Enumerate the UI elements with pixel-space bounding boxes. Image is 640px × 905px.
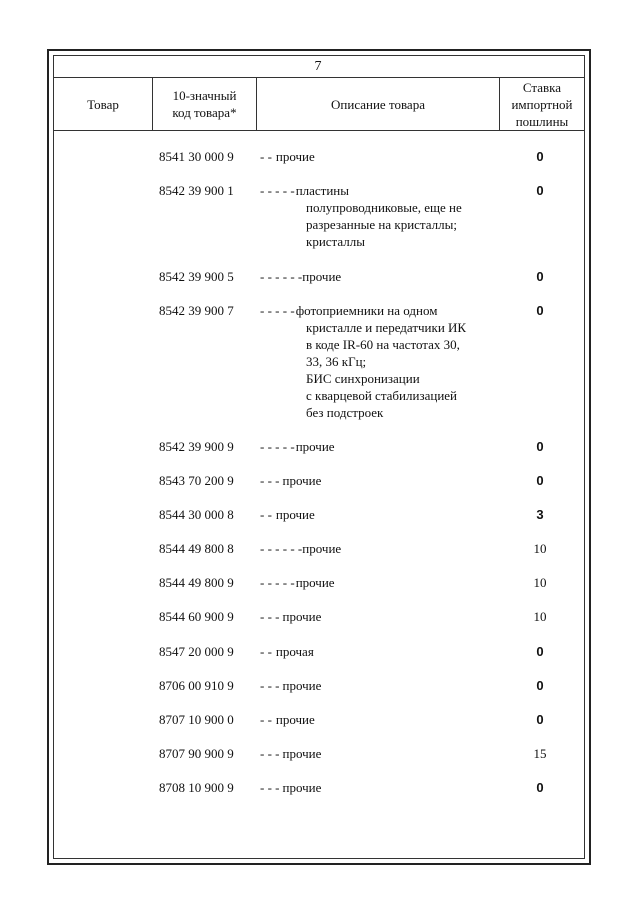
header-rate-line2: импортной — [511, 97, 573, 112]
header-rate-line1: Ставка — [522, 80, 562, 95]
import-duty-rate: 10 — [533, 575, 547, 590]
product-description-line: 33, 36 кГц; — [306, 354, 367, 369]
product-code: 8542 39 900 1 — [159, 183, 234, 198]
import-duty-rate: 10 — [533, 541, 547, 556]
hierarchy-dashes: - - - - - — [260, 575, 295, 590]
product-description-line: кристаллы — [306, 234, 365, 249]
hierarchy-dashes: - - - — [260, 609, 280, 624]
product-description-line: разрезанные на кристаллы; — [306, 217, 457, 232]
product-code: 8707 10 900 0 — [159, 712, 234, 727]
header-description: Описание товара — [331, 97, 425, 112]
hierarchy-dashes: - - - - - - — [260, 541, 303, 556]
product-description-line: прочие — [282, 746, 322, 761]
hierarchy-dashes: - - — [260, 644, 272, 659]
product-description-line: с кварцевой стабилизацией — [306, 388, 457, 403]
hierarchy-dashes: - - — [260, 712, 272, 727]
product-description-line: пластины — [295, 183, 350, 198]
product-code: 8544 60 900 9 — [159, 609, 234, 624]
product-description-line: БИС синхронизации — [306, 371, 420, 386]
product-description-line: прочие — [295, 439, 335, 454]
product-description-line: прочие — [282, 678, 322, 693]
hierarchy-dashes: - - - - - — [260, 303, 295, 318]
product-description-line: прочие — [302, 541, 342, 556]
product-code: 8542 39 900 7 — [159, 303, 234, 318]
product-description-line: прочие — [302, 269, 342, 284]
import-duty-rate: 3 — [536, 507, 544, 522]
product-description-line: прочие — [295, 575, 335, 590]
page-frame-inner — [53, 55, 585, 859]
import-duty-rate: 0 — [536, 473, 544, 488]
product-description-line: прочие — [275, 507, 315, 522]
hierarchy-dashes: - - - — [260, 473, 280, 488]
product-description-line: прочие — [282, 780, 322, 795]
product-description-line: прочие — [282, 609, 322, 624]
header-bottom-rule — [54, 130, 584, 131]
import-duty-rate: 0 — [536, 183, 544, 198]
header-code — [153, 87, 256, 121]
header-rate — [500, 79, 584, 130]
hierarchy-dashes: - - — [260, 149, 272, 164]
import-duty-rate: 10 — [533, 609, 547, 624]
hierarchy-dashes: - - - - - — [260, 183, 295, 198]
import-duty-rate: 0 — [536, 712, 544, 727]
product-description-line: прочие — [282, 473, 322, 488]
header-goods: Товар — [87, 97, 119, 112]
import-duty-rate: 0 — [536, 303, 544, 318]
product-code: 8707 90 900 9 — [159, 746, 234, 761]
product-code: 8706 00 910 9 — [159, 678, 234, 693]
product-code: 8547 20 000 9 — [159, 644, 234, 659]
product-code: 8708 10 900 9 — [159, 780, 234, 795]
product-description-line: прочие — [275, 712, 315, 727]
import-duty-rate: 0 — [536, 678, 544, 693]
product-description-line: кристалле и передатчики ИК — [306, 320, 467, 335]
product-code: 8541 30 000 9 — [159, 149, 234, 164]
hierarchy-dashes: - - - — [260, 746, 280, 761]
import-duty-rate: 0 — [536, 780, 544, 795]
import-duty-rate: 0 — [536, 149, 544, 164]
hierarchy-dashes: - - - - - — [260, 439, 295, 454]
header-code-line2: код товара* — [172, 105, 237, 120]
product-description-line: без подстроек — [306, 405, 384, 420]
product-code: 8544 49 800 8 — [159, 541, 234, 556]
import-duty-rate: 0 — [536, 644, 544, 659]
product-code: 8543 70 200 9 — [159, 473, 234, 488]
product-code: 8542 39 900 5 — [159, 269, 234, 284]
product-code: 8544 30 000 8 — [159, 507, 234, 522]
product-description-line: полупроводниковые, еще не — [306, 200, 462, 215]
hierarchy-dashes: - - - — [260, 678, 280, 693]
page-number: 7 — [314, 59, 322, 74]
hierarchy-dashes: - - — [260, 507, 272, 522]
product-code: 8544 49 800 9 — [159, 575, 234, 590]
hierarchy-dashes: - - - - - - — [260, 269, 303, 284]
product-description-line: прочая — [275, 644, 314, 659]
header-rate-line3: пошлины — [515, 114, 569, 129]
header-code-line1: 10-значный — [172, 88, 237, 103]
product-description-line: в коде IR-60 на частотах 30, — [306, 337, 460, 352]
header-top-rule — [54, 77, 584, 78]
import-duty-rate: 15 — [533, 746, 547, 761]
import-duty-rate: 0 — [536, 439, 544, 454]
product-description-line: прочие — [275, 149, 315, 164]
import-duty-rate: 0 — [536, 269, 544, 284]
hierarchy-dashes: - - - — [260, 780, 280, 795]
product-description-line: фотоприемники на одном — [295, 303, 438, 318]
product-code: 8542 39 900 9 — [159, 439, 234, 454]
